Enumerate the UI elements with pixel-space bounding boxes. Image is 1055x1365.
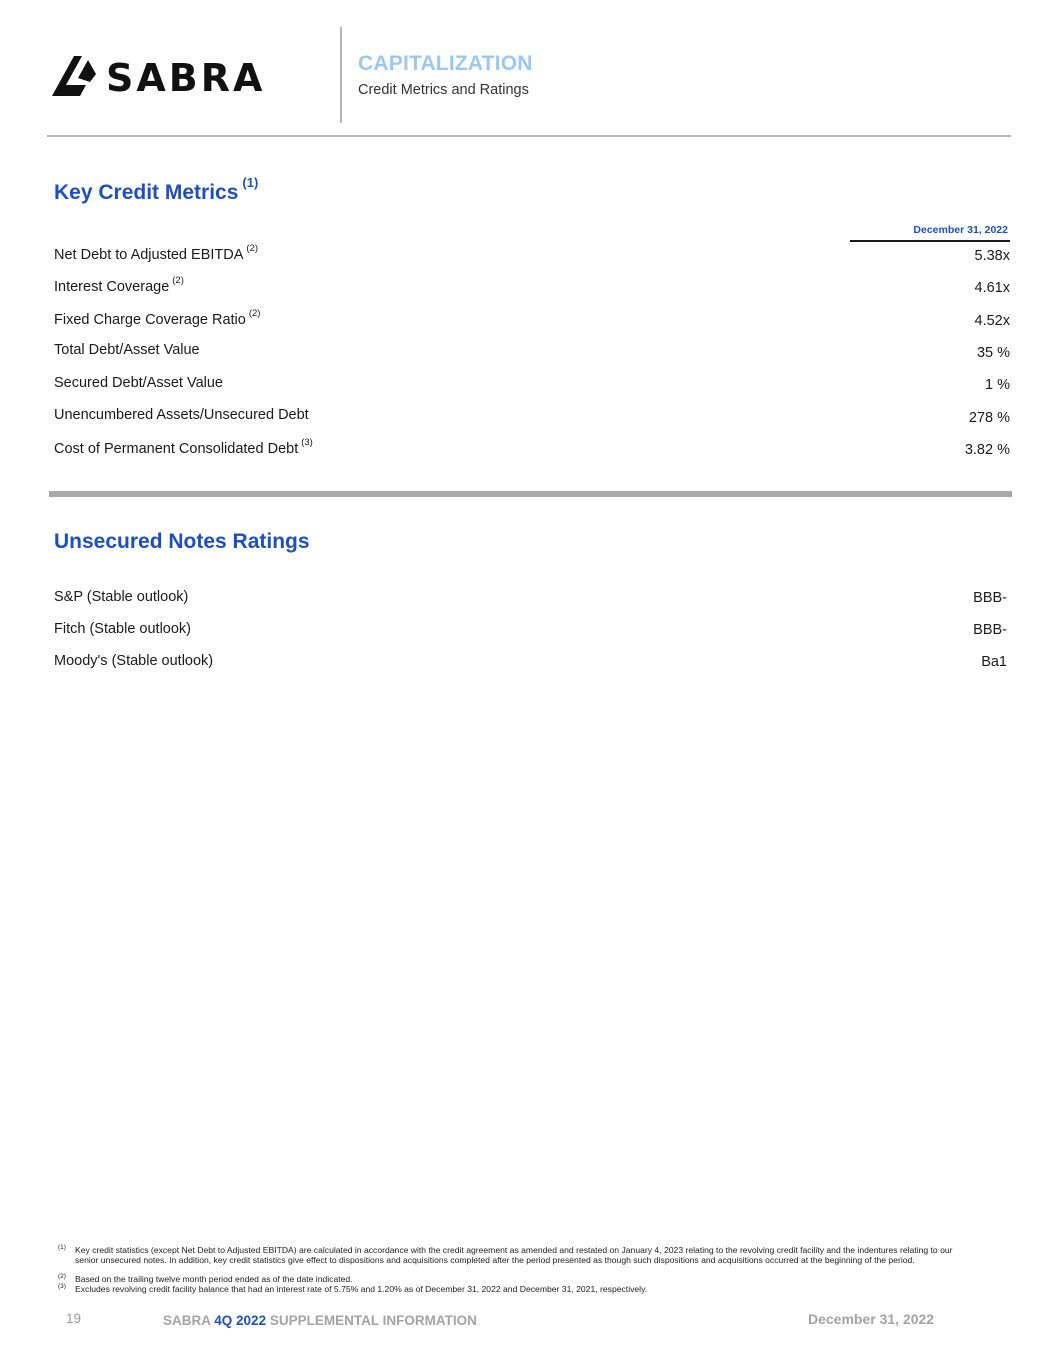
footnote-text: Excludes revolving credit facility balance that had an interest rate of 5.75% and 1.20% as of December 31, 2022 and December 31, 2021, respectively. — [75, 1284, 648, 1294]
rating-value-sp: BBB- — [973, 590, 1007, 606]
column-header-underline — [850, 240, 1010, 242]
metric-label-text: Secured Debt/Asset Value — [54, 375, 223, 391]
footnote-3 — [58, 1284, 978, 1294]
rating-value-moodys: Ba1 — [981, 654, 1007, 670]
metric-label-text: Fixed Charge Coverage Ratio — [54, 311, 246, 328]
metric-label-text: Net Debt to Adjusted EBITDA — [54, 246, 244, 263]
footer-period: 4Q 2022 — [214, 1313, 267, 1328]
metric-value-total-debt: 35 % — [976, 345, 1010, 361]
metric-label-text: Unencumbered Assets/Unsecured Debt — [54, 407, 309, 423]
key-credit-metrics-heading — [54, 175, 259, 205]
metric-value-unencumbered: 278 % — [968, 410, 1010, 426]
footnote-1 — [58, 1245, 978, 1265]
metric-footnote-ref: (3) — [301, 437, 313, 448]
key-credit-metrics-note: (1) — [242, 175, 259, 190]
footer-document: SUPPLEMENTAL INFORMATION — [269, 1313, 477, 1328]
column-header-date: December 31, 2022 — [913, 224, 1008, 236]
metric-footnote-ref: (2) — [246, 243, 259, 254]
metric-footnote-ref: (2) — [248, 308, 261, 319]
rating-label-sp: S&P (Stable outlook) — [54, 589, 189, 605]
metric-label-text: Total Debt/Asset Value — [54, 342, 200, 358]
rating-label-moodys: Moody's (Stable outlook) — [54, 653, 214, 669]
metric-value-fixed-charge: 4.52x — [974, 313, 1010, 329]
metric-label-unencumbered — [54, 407, 309, 423]
footnote-mark: (1) — [58, 1244, 66, 1251]
unsecured-notes-ratings-heading: Unsecured Notes Ratings — [54, 530, 310, 553]
metric-label-total-debt — [54, 342, 200, 358]
svg-text:SABRA: SABRA — [106, 56, 266, 98]
footer-title — [163, 1313, 477, 1328]
metric-label-text: Cost of Permanent Consolidated Debt — [54, 440, 299, 457]
metric-label-interest-coverage — [54, 277, 184, 295]
metric-value-cost-of-debt: 3.82 % — [964, 442, 1010, 458]
footnote-mark: (2) — [58, 1273, 66, 1280]
metric-label-secured-debt — [54, 375, 223, 391]
header-divider — [340, 27, 342, 123]
metric-label-fixed-charge — [54, 310, 260, 328]
section-divider — [49, 491, 1012, 497]
footnote-text: Based on the trailing twelve month period ended as of the date indicated. — [75, 1274, 353, 1284]
section-subtitle: Credit Metrics and Ratings — [358, 82, 529, 98]
footnote-mark: (3) — [58, 1283, 66, 1290]
footnote-text: Key credit statistics (except Net Debt to Adjusted EBITDA) are calculated in accordance with the credit agreement as amended and restated on January 4, 2023 relating to the revolving credit facility and the indentures relating to our senior unsecured notes. In addition, key credit statistics give effect to dispositions and acquisitions completed after the period presented as though such dispositions and acquisitions occurred at the beginning of the period. — [75, 1245, 953, 1265]
key-credit-metrics-title: Key Credit Metrics — [54, 181, 239, 204]
footer-company: SABRA — [163, 1313, 211, 1328]
footnote-2 — [58, 1274, 978, 1284]
footer-date: December 31, 2022 — [808, 1311, 935, 1327]
metric-label-net-debt — [54, 245, 258, 263]
metric-value-secured-debt: 1 % — [985, 377, 1010, 393]
metric-value-net-debt: 5.38x — [974, 248, 1010, 264]
metric-label-text: Interest Coverage — [54, 278, 170, 295]
rating-label-fitch: Fitch (Stable outlook) — [54, 621, 192, 637]
page-number: 19 — [66, 1311, 82, 1326]
metric-footnote-ref: (2) — [172, 275, 184, 286]
metric-label-cost-of-debt — [54, 439, 313, 457]
header-rule — [47, 135, 1011, 137]
section-title: CAPITALIZATION — [358, 52, 533, 75]
metric-value-interest-coverage: 4.61x — [974, 280, 1010, 296]
rating-value-fitch: BBB- — [973, 622, 1007, 638]
sabra-logo — [52, 52, 297, 98]
